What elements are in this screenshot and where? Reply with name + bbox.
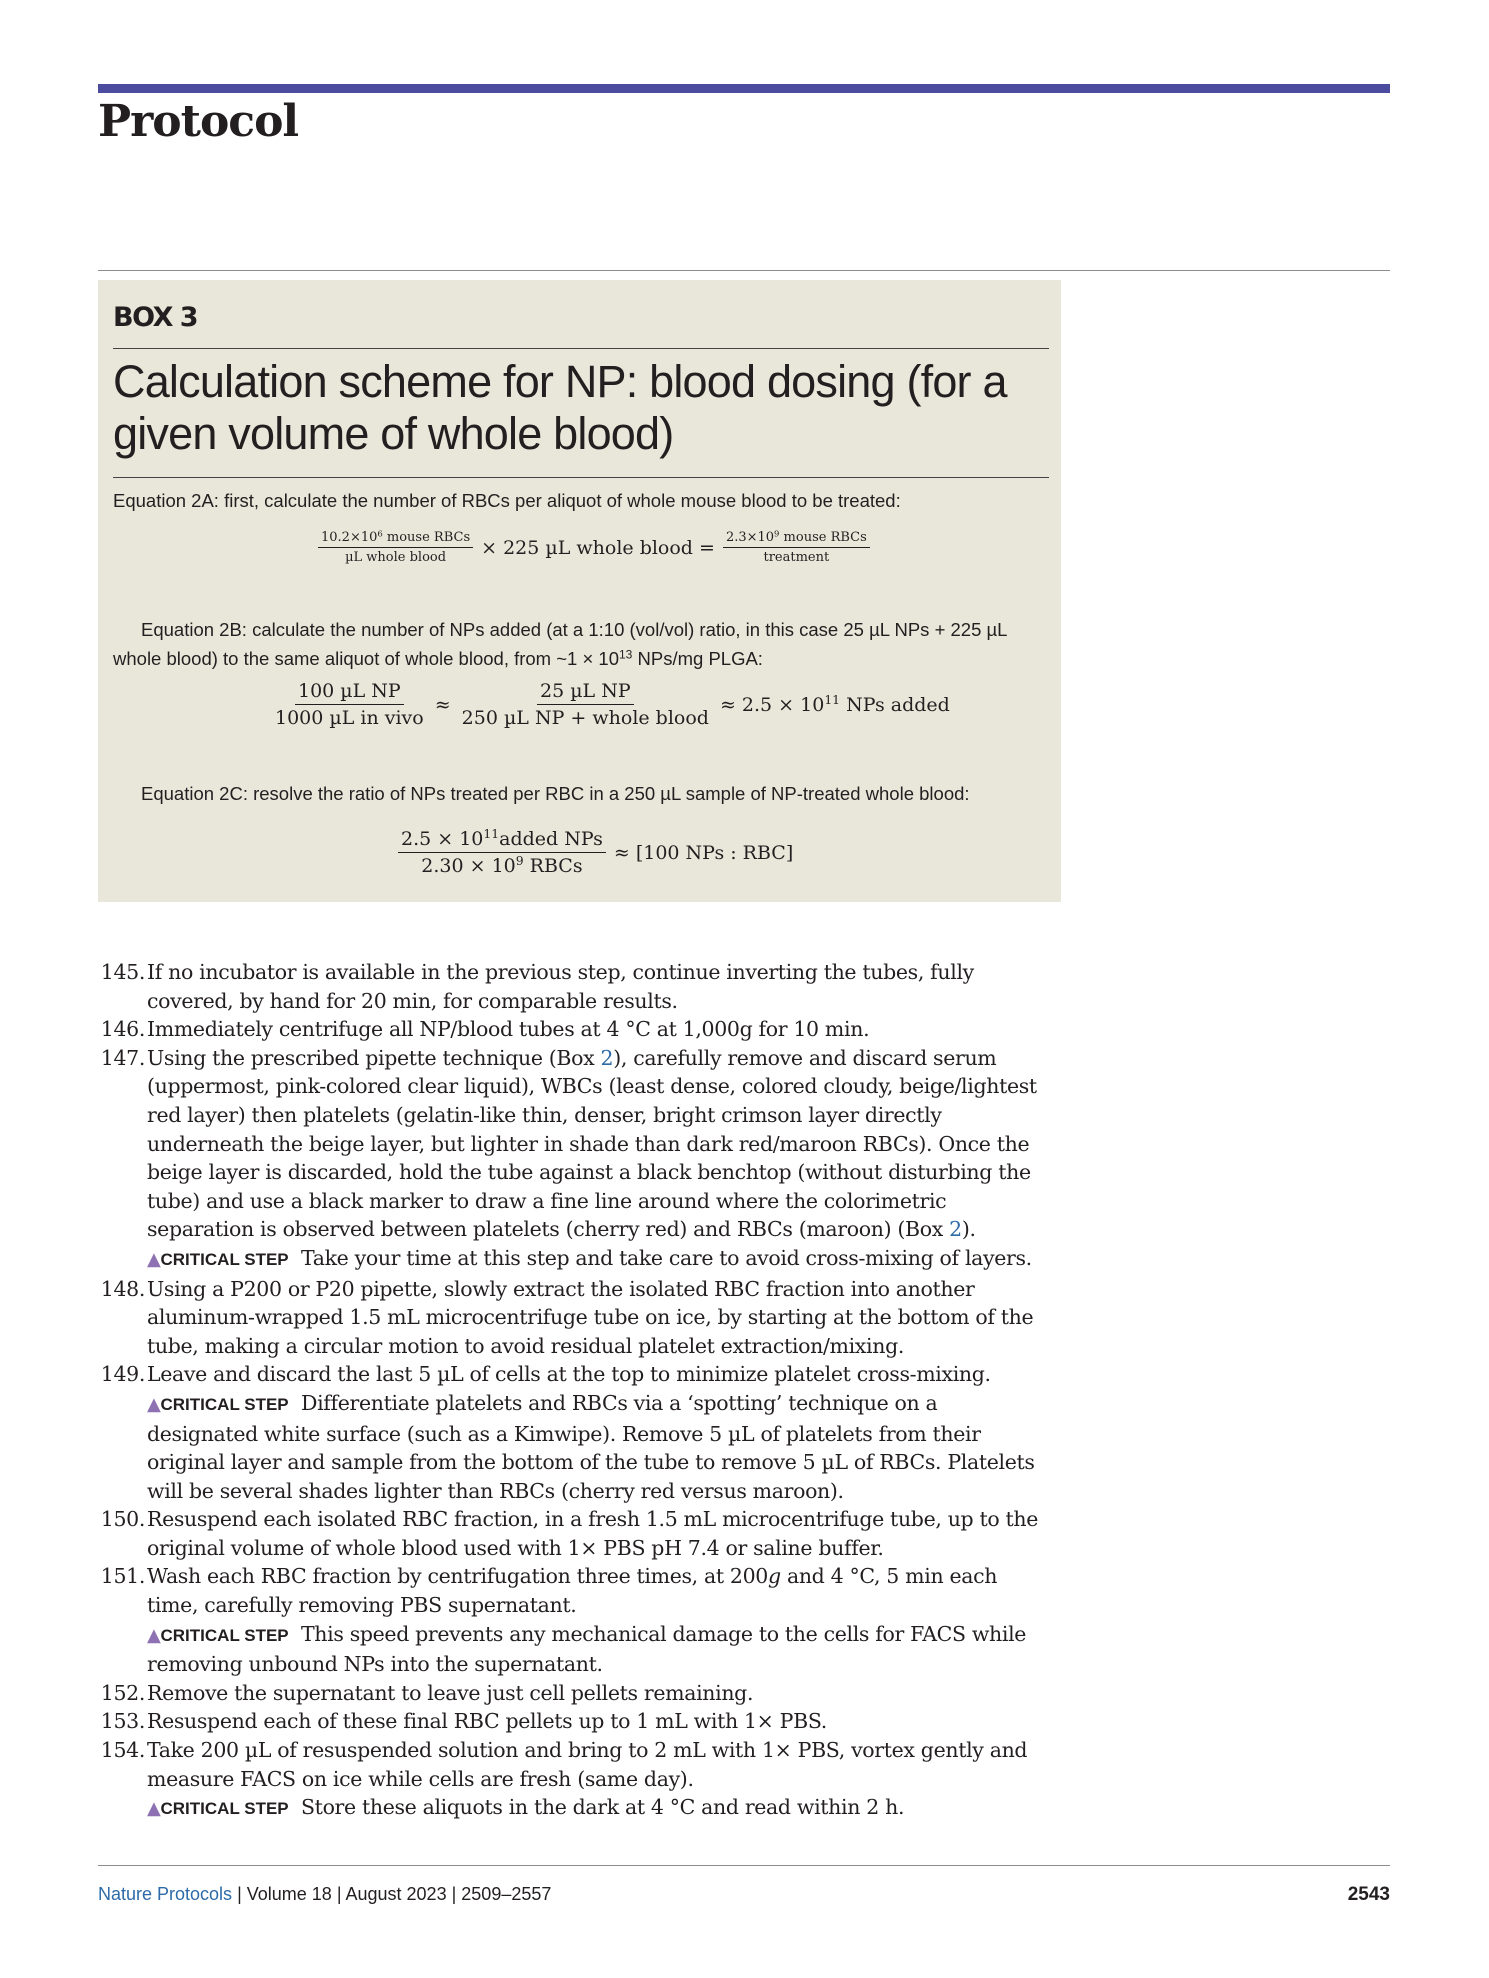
box-2-link[interactable]: 2 [600, 1045, 614, 1070]
journal-name[interactable]: Nature Protocols [98, 1884, 233, 1904]
issue-date: August 2023 [345, 1884, 447, 1904]
step-147: 147. Using the prescribed pipette technique (Box 2), carefully remove and discard serum (uppermost, pink-colored clear liquid), WBCs (least dense, colored cloudy, beige/lightest red layer) then platelets (gelatin-like thin, denser, bright crimson layer directly underneath the beige layer, but lighter in shade than dark red/maroon RBCs). Once the beige layer is discarded, hold the tube against a black benchtop (without disturbing the tube) and use a black marker to draw a fine line around where the colorimetric separation is observed between platelets (cherry red) and RBCs (maroon) (Box 2). ▲CRITICAL STEP Take your time at this step and take care to avoid cross-mixing of layers. [0, 1044, 1100, 1275]
box-divider-bottom [113, 477, 1049, 478]
box-divider-top [113, 348, 1049, 349]
box-title: Calculation scheme for NP: blood dosing (for a given volume of whole blood) [113, 356, 1007, 459]
critical-step-note: ▲CRITICAL STEP This speed prevents any mechanical damage to the cells for FACS while removing unbound NPs into the supernatant. [147, 1621, 1027, 1677]
step-148: 148. Using a P200 or P20 pipette, slowly extract the isolated RBC fraction into another aluminum-wrapped 1.5 mL microcentrifuge tube on ice, by starting at the bottom of the tube, making a circular motion to avoid residual platelet extraction/mixing. [100, 1276, 1034, 1358]
procedure-steps [0, 958, 1100, 1824]
step-149: 149. Leave and discard the last 5 µL of cells at the top to minimize platelet cross-mixing. ▲CRITICAL STEP Differentiate platelets and RBCs via a ‘spotting’ technique on a designated white surface (such as a Kimwipe). Remove 5 µL of platelets from their original layer and sample from the bottom of the tube to remove 5 µL of RBCs. Platelets will be several shades lighter than RBCs (cherry red versus maroon). [0, 1360, 1100, 1505]
step-153: 153. Resuspend each of these final RBC pellets up to 1 mL with 1× PBS. [100, 1709, 827, 1734]
header-accent-bar [98, 84, 1390, 93]
equation-2b-text: Equation 2B: calculate the number of NPs added (at a 1:10 (vol/vol) ratio, in this case 25 µL NPs + 225 µL whole blood) to the same aliquot of whole blood, from ~1 × $10^{13}$ NPs/mg PLGA: [113, 619, 1007, 669]
critical-triangle-icon: ▲ [147, 1798, 161, 1820]
step-146: 146. Immediately centrifuge all NP/blood tubes at 4 °C at 1,000g for 10 min. [100, 1017, 870, 1042]
footer-citation: Nature Protocols | Volume 18 | August 2023 | 2509–2557 [98, 1884, 552, 1904]
box-3-panel [98, 280, 1061, 902]
critical-step-note: ▲CRITICAL STEP Take your time at this step and take care to avoid cross-mixing of layers. [147, 1245, 1032, 1270]
critical-triangle-icon: ▲ [147, 1248, 161, 1270]
equation-2c: $\frac{2.5 \times 10^{11}added NPs}{2.30 \times 10^9 RBCs}$ ≈ [100 NPs : RBC] [398, 828, 801, 877]
step-154: 154. Take 200 µL of resuspended solution and bring to 2 mL with 1× PBS, vortex gently and measure FACS on ice while cells are fresh (same day). ▲CRITICAL STEP Store these aliquots in the dark at 4 °C and read within 2 h. [0, 1736, 1100, 1824]
equation-2a-text: Equation 2A: first, calculate the number of RBCs per aliquot of whole mouse blood to be treated: [113, 490, 901, 511]
box-2-link[interactable]: 2 [949, 1217, 962, 1242]
critical-step-note: ▲CRITICAL STEP Store these aliquots in the dark at 4 °C and read within 2 h. [147, 1795, 905, 1820]
footer-divider [98, 1865, 1390, 1866]
volume: Volume 18 [246, 1884, 332, 1904]
equation-2b: $\frac{\text{100 µL NP}}{\text{1000 µL in vivo}}$ ≈ $\frac{\text{25 µL NP}}{\text{250 µL NP + whole blood}}$ ≈ $2.5 \times 10^{11}$ NPs added [275, 680, 950, 729]
page-title: Protocol [98, 96, 299, 147]
section-divider [98, 270, 1390, 271]
page-number: 2543 [1347, 1884, 1390, 1905]
step-150: 150. Resuspend each isolated RBC fraction, in a fresh 1.5 mL microcentrifuge tube, up to the original volume of whole blood used with 1× PBS pH 7.4 or saline buffer. [100, 1507, 1039, 1560]
critical-triangle-icon: ▲ [147, 1624, 161, 1646]
step-145: 145. If no incubator is available in the previous step, continue inverting the tubes, fully covered, by hand for 20 min, for comparable results. [100, 960, 974, 1013]
critical-triangle-icon: ▲ [147, 1393, 161, 1415]
step-151: 151. Wash each RBC fraction by centrifugation three times, at 200g and 4 °C, 5 min each time, carefully removing PBS supernatant. ▲CRITICAL STEP This speed prevents any mechanical damage to the cells for FACS while removing unbound NPs into the supernatant. [0, 1562, 1100, 1678]
equation-2a: $\frac{10.2\times 10^6 mouse RBCs}{\text{µL whole blood}}$ × 225 µL whole blood = $\frac{2.3\times 10^9 mouse RBCs}{\text{treatment}}$ [318, 530, 870, 565]
box-label: BOX 3 [113, 302, 198, 333]
critical-step-note: ▲CRITICAL STEP Differentiate platelets and RBCs via a ‘spotting’ technique on a designated white surface (such as a Kimwipe). Remove 5 µL of platelets from their original layer and sample from the bottom of the tube to remove 5 µL of RBCs. Platelets will be several shades lighter than RBCs (cherry red versus maroon). [147, 1390, 1035, 1503]
equation-2c-text: Equation 2C: resolve the ratio of NPs treated per RBC in a 250 µL sample of NP-treated whole blood: [141, 783, 970, 804]
step-152: 152. Remove the supernatant to leave just cell pellets remaining. [100, 1680, 754, 1705]
page-range: 2509–2557 [461, 1884, 552, 1904]
